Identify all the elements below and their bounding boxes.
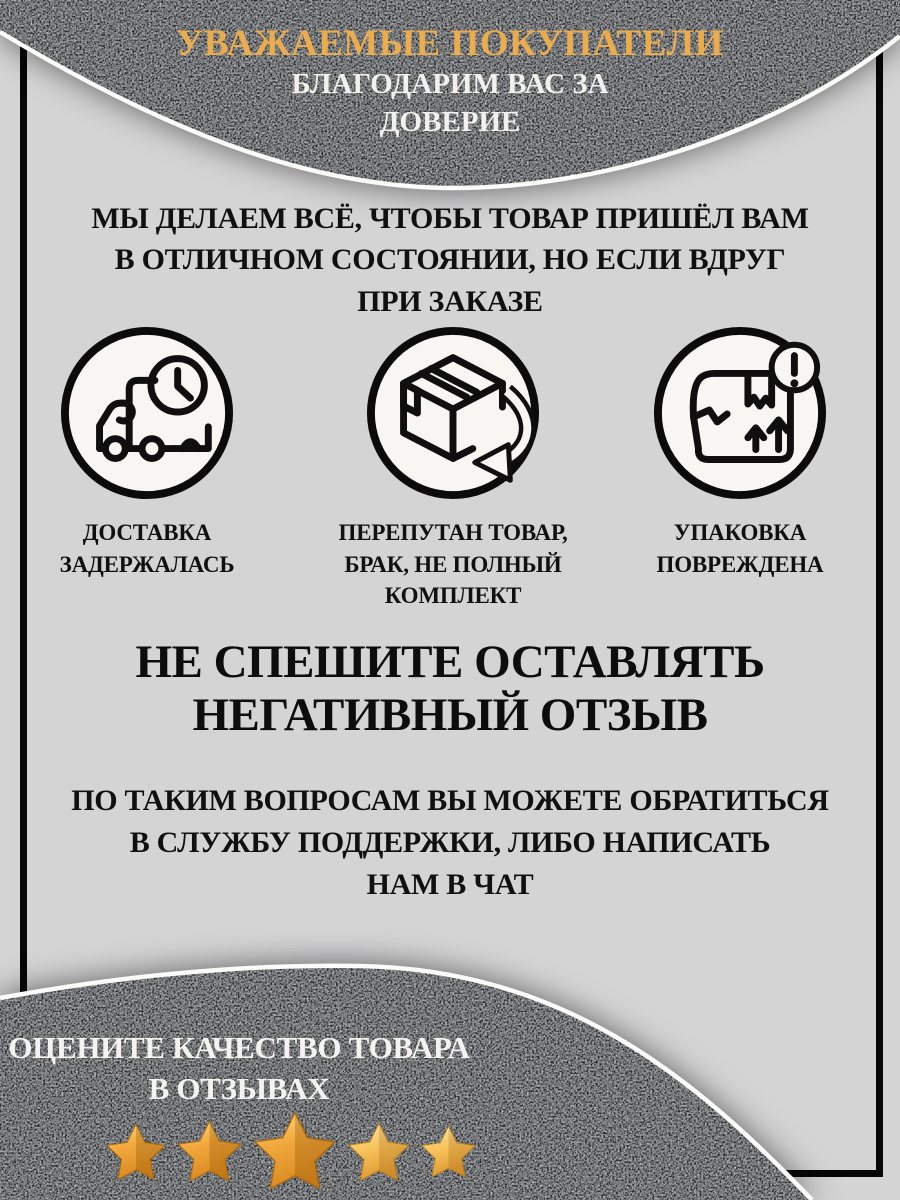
issue-label-line: ДОСТАВКА [82,520,212,545]
star-icon [104,1123,168,1184]
support-text [0,780,900,906]
warning-heading-line: НЕГАТИВНЫЙ ОТЗЫВ [192,688,708,741]
header [0,22,900,142]
issue-label-line: КОМПЛЕКТ [384,583,522,609]
damaged-package-icon [651,324,829,502]
warning-heading [0,636,900,741]
issue-card-damaged-package [618,324,862,580]
intro-line: ПРИ ЗАКАЗЕ [357,284,543,318]
rating-stars [96,1106,486,1200]
page-title: УВАЖАЕМЫЕ ПОКУПАТЕЛИ [176,23,724,64]
issue-card-delivery [30,324,264,580]
footer-title-line: В ОТЗЫВАХ [148,1070,330,1106]
star-icon [175,1120,244,1186]
issue-label-line: ПОВРЕЖДЕНА [656,551,824,577]
footer-title-line: ОЦЕНИТЕ КАЧЕСТВО ТОВАРА [8,1030,470,1065]
footer-title [0,1028,478,1110]
delivery-truck-clock-icon [58,324,236,502]
intro-line: МЫ ДЕЛАЕМ ВСЁ, ЧТОБЫ ТОВАР ПРИШЁЛ ВАМ [91,202,809,235]
intro-text [0,198,900,322]
issue-label-line: ЗАДЕРЖАЛАСЬ [59,551,235,577]
intro-line: В ОТЛИЧНОМ СОСТОЯНИИ, НО ЕСЛИ ВДРУГ [114,243,786,277]
warning-heading-line: НЕ СПЕШИТЕ ОСТАВЛЯТЬ [135,636,765,688]
box-return-arrow-icon [364,324,542,502]
issue-card-wrong-item [323,324,583,612]
support-text-line: НАМ В ЧАТ [366,868,534,901]
support-text-line: ПО ТАКИМ ВОПРОСАМ ВЫ МОЖЕТЕ ОБРАТИТЬСЯ [71,784,829,817]
star-icon [251,1111,339,1195]
header-subtitle-line: ДОВЕРИЕ [379,106,521,139]
issue-label-line: ПЕРЕПУТАН ТОВАР, [338,520,568,545]
header-subtitle-line: БЛАГОДАРИМ ВАС ЗА [291,68,609,100]
support-text-line: В СЛУЖБУ ПОДДЕРЖКИ, ЛИБО НАПИСАТЬ [129,826,771,859]
star-icon [419,1125,478,1181]
issue-label-line: УПАКОВКА [673,520,807,545]
star-icon [346,1122,412,1185]
issue-label-line: БРАК, НЕ ПОЛНЫЙ [344,551,562,577]
